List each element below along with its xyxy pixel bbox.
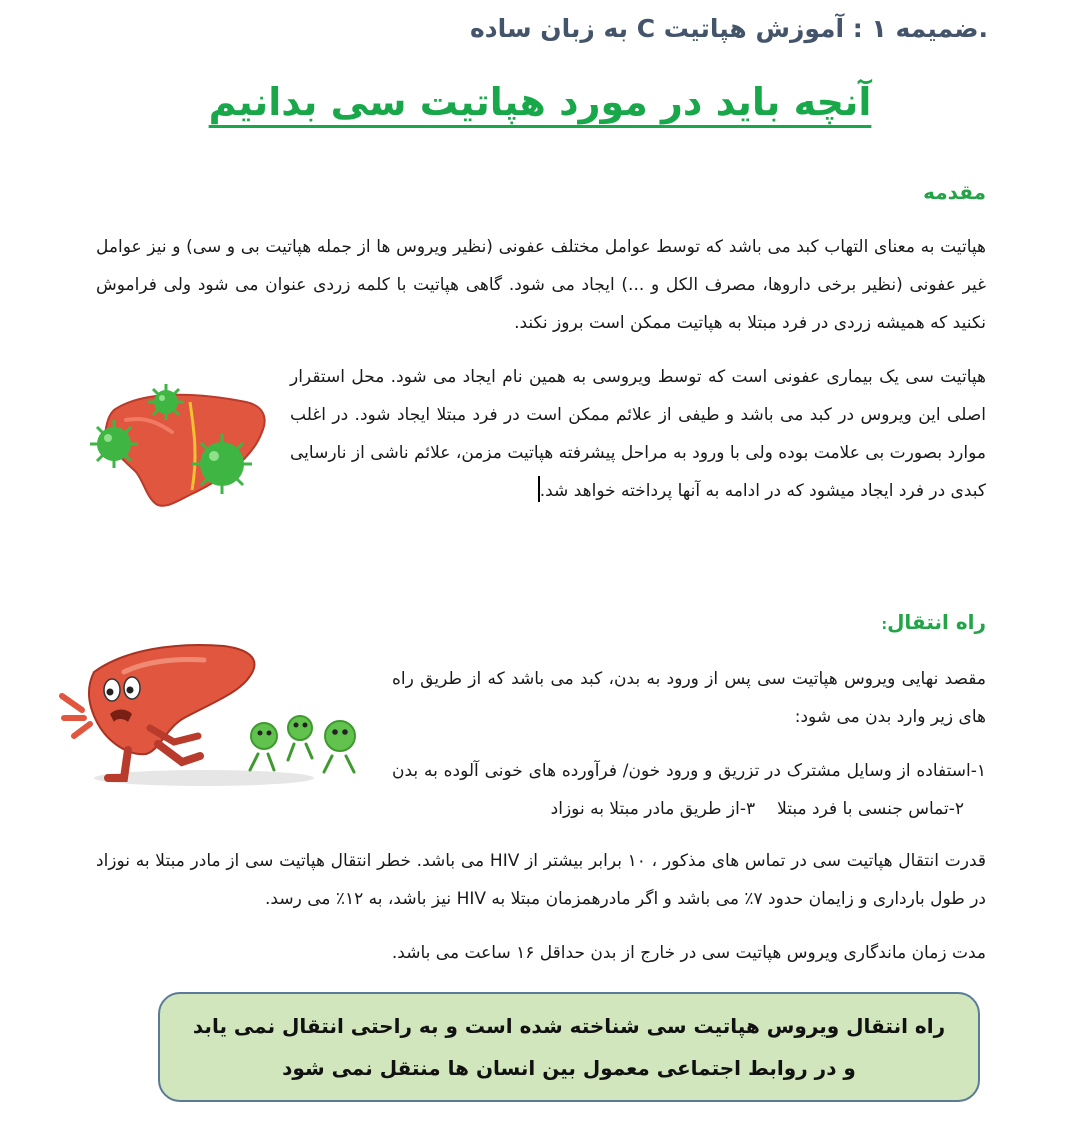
- route-2: ۲-تماس جنسی با فرد مبتلا: [777, 799, 964, 819]
- virus-icon: [148, 384, 184, 420]
- transmission-heading-text: راه انتقال: [887, 610, 986, 634]
- transmission-paragraph-3: مدت زمان ماندگاری ویروس هپاتیت سی در خارج از بدن حداقل ۱۶ ساعت می باشد.: [391, 943, 986, 963]
- annex-title: .ضمیمه ۱ : آموزش هپاتیت C به زبان ساده: [469, 14, 988, 43]
- virus-icon: [250, 723, 277, 770]
- main-heading-text: آنچه باید در مورد هپاتیت سی بدانیم: [208, 80, 872, 124]
- transmission-routes: [392, 752, 986, 828]
- transmission-paragraph-2: قدرت انتقال هپاتیت سی در تماس های مذکور ، ۱۰ برابر بیشتر از HIV می باشد. خطر انتقال هپاتیت سی از مادر مبتلا به نوزاد در طول بارداری و زایمان حدود ۷٪ می باشد و اگر مادرهمزمان مبتلا به HIV نیز باشد، به ۱۲٪ می رسد.: [96, 851, 987, 909]
- running-liver-cartoon: [54, 632, 380, 792]
- main-heading: [0, 80, 1080, 124]
- virus-icon: [192, 434, 252, 494]
- route-1: ۱-استفاده از وسایل مشترک در تزریق و ورود خون/ فرآورده های خونی آلوده به بدن: [392, 761, 986, 781]
- highlight-text: راه انتقال ویروس هپاتیت سی شناخته شده است و به راحتی انتقال نمی یابد و در روابط اجتماعی معمول بین انسان ها منتقل نمی شود: [192, 1014, 946, 1080]
- liver-virus-illustration: [86, 372, 270, 518]
- route-3: ۳-از طریق مادر مبتلا به نوزاد: [550, 799, 756, 819]
- transmission-heading-colon: :: [881, 617, 888, 633]
- virus-icon: [324, 721, 355, 772]
- intro-heading: مقدمه: [923, 180, 986, 204]
- intro-paragraph-2: [290, 358, 986, 510]
- intro-paragraph-2-text: هپاتیت سی یک بیماری عفونی است که توسط ویروسی به همین نام ایجاد می شود. محل استقرار اصلی این ویروس در کبد می باشد و طیفی از علائم ممکن است در فرد مبتلا ایجاد شود. در اغلب موارد بصورت بی علامت بوده ولی با ورود به مراحل پیشرفته هپاتیت مزمن، علائم ناشی از نارسایی کبدی در فرد ایجاد میشود که در ادامه به آنها پرداخته خواهد شد.: [290, 367, 986, 501]
- virus-icon: [90, 420, 138, 468]
- transmission-heading: [881, 610, 986, 634]
- transmission-paragraph-1: مقصد نهایی ویروس هپاتیت سی پس از ورود به بدن، کبد می باشد که از طریق راه های زیر وارد بدن می شود:: [392, 669, 986, 727]
- highlight-box: [158, 992, 980, 1102]
- virus-icon: [288, 716, 312, 760]
- intro-paragraph-1: هپاتیت به معنای التهاب کبد می باشد که توسط عوامل مختلف عفونی (نظیر ویروس ها از جمله هپاتیت بی و سی) و نیز عوامل غیر عفونی (نظیر برخی داروها، مصرف الکل و ...) ایجاد می شود. گاهی هپاتیت با کلمه زردی عنوان می شود ولی فراموش نکنید که همیشه زردی در فرد مبتلا به هپاتیت ممکن است بروز نکند.: [96, 237, 986, 333]
